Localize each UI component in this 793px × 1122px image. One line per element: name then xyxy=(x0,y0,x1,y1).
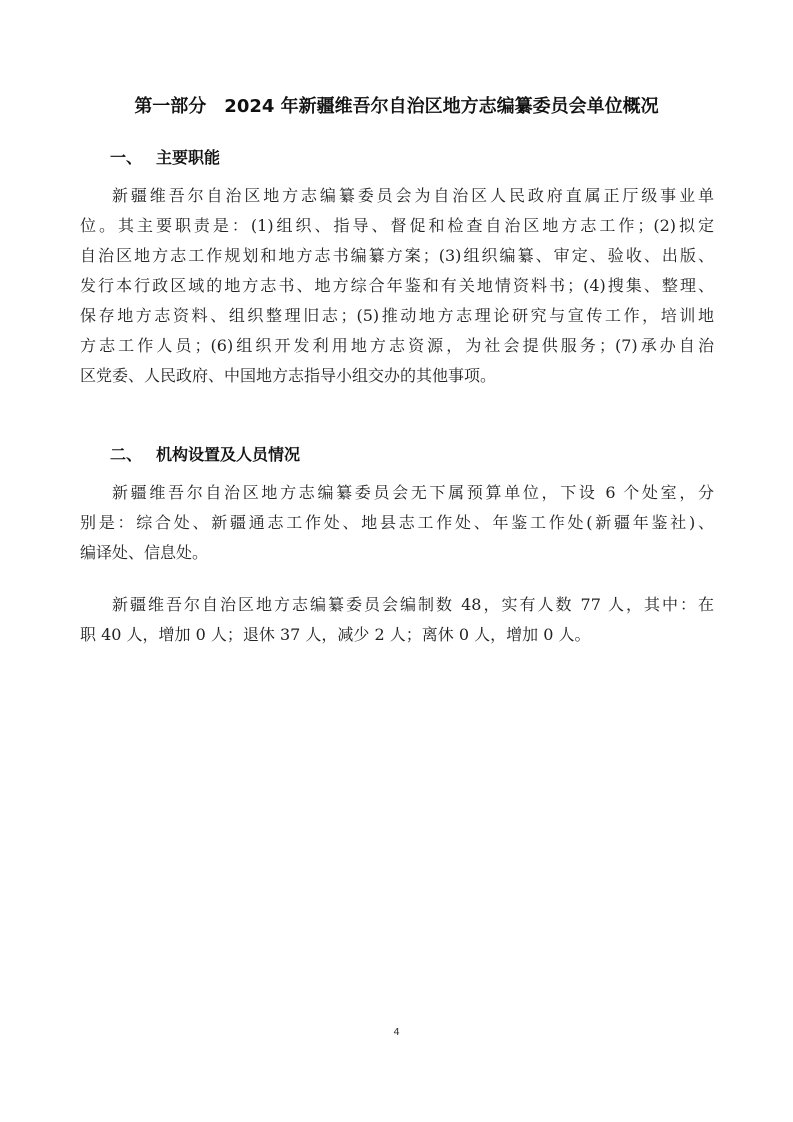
page-number: 4 xyxy=(393,1027,400,1038)
section-number: 二、 xyxy=(110,445,143,464)
paragraph-line: 编译处、信息处。 xyxy=(80,543,209,562)
paragraph-line: 保存地方志资料、组织整理旧志；(5)推动地方志理论研究与宣传工作，培训地 xyxy=(80,306,714,325)
paragraph-line: 区党委、人民政府、中国地方志指导小组交办的其他事项。 xyxy=(80,366,497,385)
paragraph-staffing xyxy=(80,590,714,650)
section-heading-main-functions xyxy=(110,147,220,169)
paragraph-line: 职 40 人，增加 0 人；退休 37 人，减少 2 人；离休 0 人，增加 0 人。 xyxy=(80,625,591,644)
paragraph-main-functions xyxy=(80,181,714,391)
paragraph-line: 新疆维吾尔自治区地方志编纂委员会为自治区人民政府直属正厅级事业单 xyxy=(112,186,714,205)
section-heading-organization-staff xyxy=(110,444,300,466)
paragraph-line: 新疆维吾尔自治区地方志编纂委员会无下属预算单位，下设 6 个处室，分 xyxy=(112,483,714,502)
page-title: 第一部分 2024 年新疆维吾尔自治区地方志编纂委员会单位概况 xyxy=(134,96,659,117)
section-title: 机构设置及人员情况 xyxy=(156,445,301,464)
paragraph-line: 新疆维吾尔自治区地方志编纂委员会编制数 48，实有人数 77 人，其中：在 xyxy=(112,595,714,614)
paragraph-organization xyxy=(80,478,714,568)
paragraph-line: 方志工作人员；(6)组织开发利用地方志资源，为社会提供服务；(7)承办自治 xyxy=(80,336,714,355)
paragraph-line: 自治区地方志工作规划和地方志书编纂方案；(3)组织编纂、审定、验收、出版、 xyxy=(80,246,714,265)
paragraph-line: 位。其主要职责是：(1)组织、指导、督促和检查自治区地方志工作；(2)拟定 xyxy=(80,216,714,235)
section-number: 一、 xyxy=(110,148,143,167)
section-title: 主要职能 xyxy=(156,148,221,167)
paragraph-line: 发行本行政区域的地方志书、地方综合年鉴和有关地情资料书；(4)搜集、整理、 xyxy=(80,276,714,295)
paragraph-line: 别是：综合处、新疆通志工作处、地县志工作处、年鉴工作处(新疆年鉴社)、 xyxy=(80,513,714,532)
